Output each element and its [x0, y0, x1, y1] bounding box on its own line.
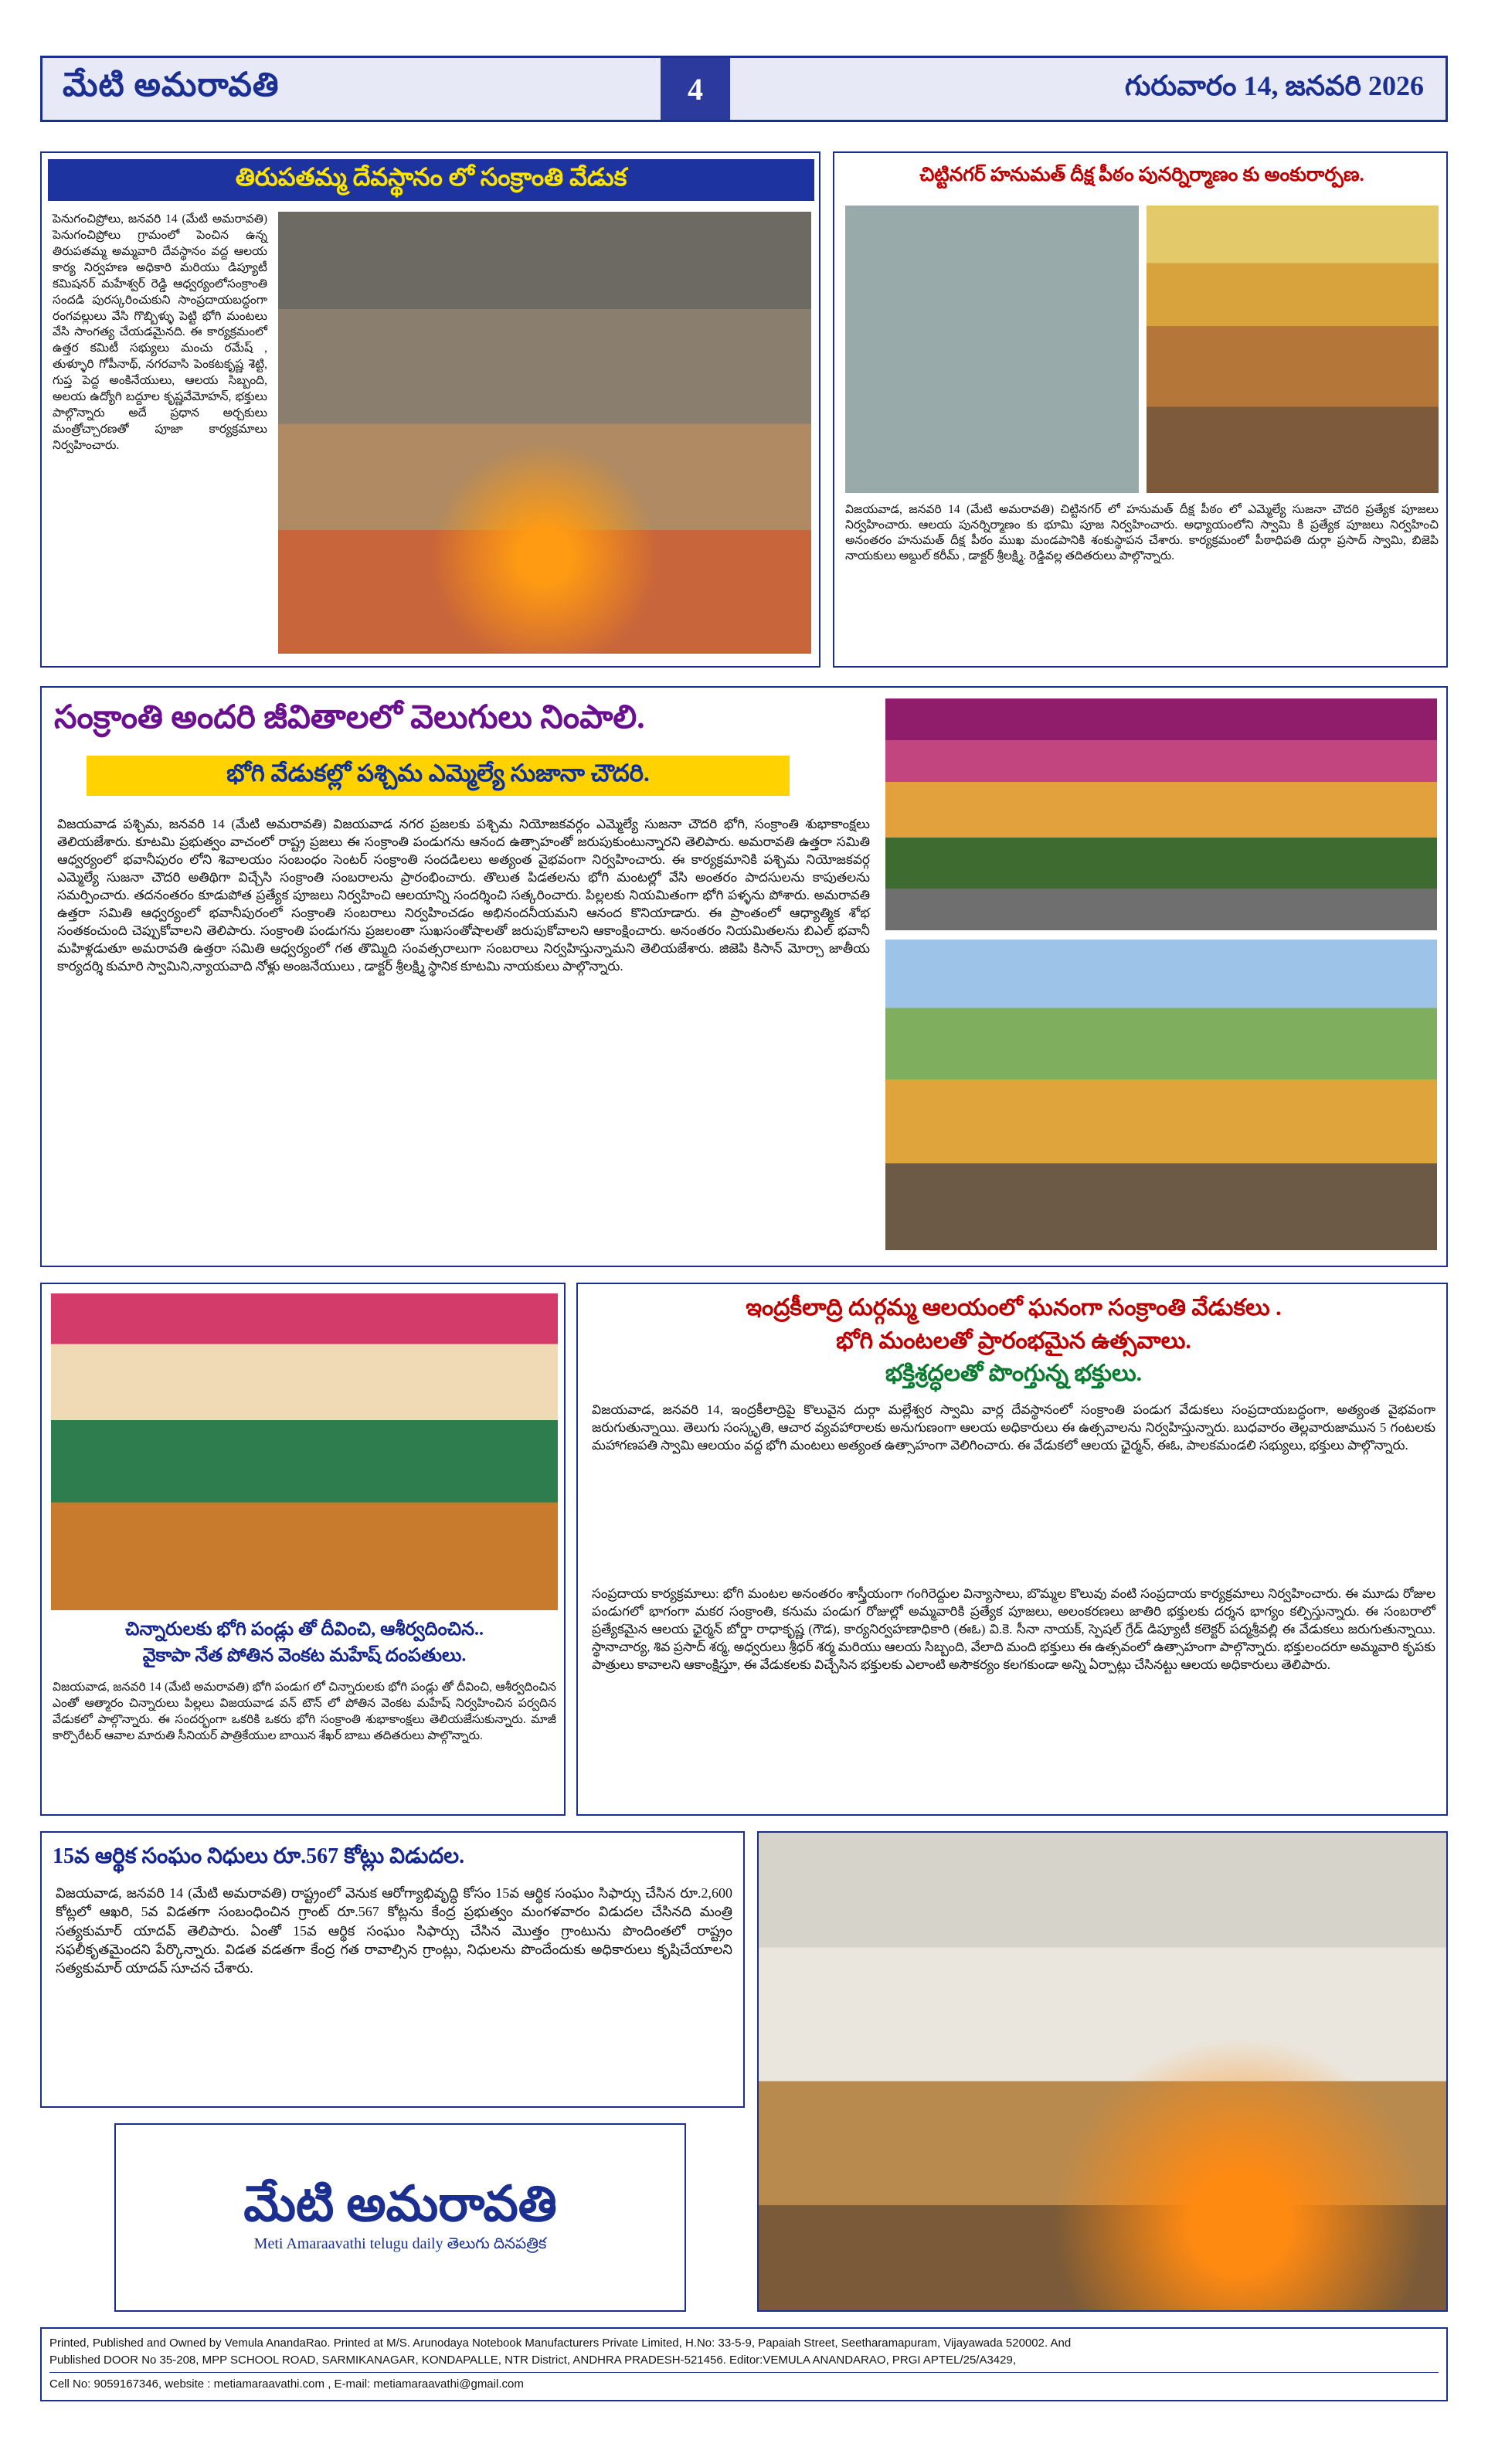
article4-body: విజయవాడ, జనవరి 14 (మేటి అమరావతి) భోగి పండుగ లో చిన్నారులకు భోగి పండ్లు తో దీవించి, ఆశీర్వదించిన ఎంతో ఆత్మారం చిన్నారులు పిల్లలు విజయవాడ వన్ టౌన్ లో పోతిన వెంకట మహేష్ నిర్వహించిన పర్వదిన వేడుకలో పాల్గొన్నారు. ఈ సందర్భంగా ఒకరికి ఒకరు భోగి సంక్రాంతి శుభాకాంక్షలు తెలియజేసుకున్నారు. మాజీ కార్పొరేటర్ ఆవాల మారుతి సీనియర్ పాత్రికేయుల బాయిన శేఖర్ బాబు తదితరులు పాల్గొన్నారు. — [53, 1681, 556, 1742]
masthead — [40, 56, 1448, 122]
article5-body-2: సంప్రదాయ కార్యక్రమాలు: భోగి మంటల అనంతరం శాస్త్రీయంగా గంగిరెద్దుల విన్యాసాలు, బొమ్మల కొలువు వంటి సంప్రదాయ కార్యక్రమాలు నిర్వహించారు. ఈ మూడు రోజుల పండుగలో భాగంగా మకర సంక్రాంతి, కనుమ పండుగ రోజుల్లో అమ్మవారికి ప్రత్యేక పూజలు, అలంకరణలు జాతిరి భక్తులకు దర్శన భాగ్యం కల్పిస్తున్నారు. ఈ సంబరాలో ప్రత్యేకమైన ఆలయ ఛైర్మన్ బోర్డా రాధాకృష్ణ (గౌడ), కార్యనిర్వహణాధికారి (ఈఓ) వి.కె. సీనా నాయక్, స్పెషల్ గ్రేడ్ డిప్యూటీ కలెక్టర్ పద్మశ్రీవల్లి ఈ వేడుకలు జరుగుతున్నాయి. స్థానాచార్య, శివ ప్రసాద్ శర్మ, అధ్వరులు శ్రీధర్ శర్మ మరియు ఆలయ సిబ్బంది, వేలాది మంది భక్తులు ఈ ఉత్సవంలో ఉత్సాహంగా పాల్గొన్నారు. భక్తులందరూ అమ్మవారి కృపకు పాత్రులు కావాలని ఆకాంక్షిస్తూ, ఈ వేడుకలకు విచ్చేసిన భక్తులకు ఎలాంటి అసౌకర్యం కలగకుండా అన్ని ఏర్పాట్లు చేసినట్టు ఆలయ అధికారులు తెలిపారు. — [592, 1586, 1435, 1672]
article1-body: పెనుగంచిప్రోలు, జనవరి 14 (మేటి అమరావతి) పెనుగంచిప్రోలు గ్రామంలో పెంచిన ఉన్న తిరుపతమ్మ అమ్మవారి దేవస్థానం వద్ద ఆలయ కార్య నిర్వహణ అధికారి మరియు డిప్యూటీ కమిషనర్ మహేశ్వర్ రెడ్డి ఆధ్వర్యంలోసంక్రాంతి సందడి పురస్కరించుకుని సాంప్రదాయబద్ధంగా రంగవల్లులు వేసి గొబ్బిళ్ళు పెట్టి భోగి మంటలు వేసి సాంగత్య చేయడమైనది. ఈ కార్యక్రమంలో ఉత్తర కమిటీ సభ్యులు మంచు రమేష్ , తుళ్ళూరి గోపీనాథ్, నగరవాసి పెంకటకృష్ణ శెట్టి, గుప్త పెద్ద అంకినేయులు, ఆలయ సిబ్బంది, అలయ ఉద్యోగి బద్దూల కృష్ణవేమోహన్, భక్తులు పాల్గొన్నారు అదే ప్రధాన అర్చకులు మంత్రోచ్చారణతో పూజా కార్యక్రమాలు నిర్వహించారు. — [53, 212, 267, 452]
article6-body: విజయవాడ, జనవరి 14 (మేటి అమరావతి) రాష్ట్రంలో వెనుక ఆరోగ్యాభివృద్ధి కోసం 15వ ఆర్థిక సంఘం సిఫార్సు చేసిన రూ.2,600 కోట్లలో ఆఖరి, 5వ విడతగా సంబంధించిన గ్రాంట్ రూ.567 కోట్లను కేంద్ర ప్రభుత్వం మంగళవారం విడుదల చేసినది మంత్రి సత్యకుమార్ యాదవ్ తెలిపారు. ఏంతో 15వ ఆర్థిక సంఘం సిఫార్సు చేసిన మొత్తం గ్రాంటును పొందింతలో రాష్ట్రం సఫలీకృతమైందని పేర్కొన్నారు. విడత వడతగా కేంద్ర గత రావాల్సిన గ్రాంట్లు, నిధులను పొందేందుకు అధికారులు కృషిచేయాలని సత్యకుమార్ యాదవ్ సూచన చేశారు. — [56, 1885, 732, 1976]
article4-caption-line2: వైకాపా నేత పోతిన వెంకట మహేష్ దంపతులు. — [142, 1645, 467, 1666]
article3-photo-top — [885, 698, 1437, 930]
masthead-logo: మేటి అమరావతి — [63, 66, 280, 104]
article4-photo — [51, 1293, 558, 1610]
article3-body: విజయవాడ పశ్చిమ, జనవరి 14 (మేటి అమరావతి) విజయవాడ నగర ప్రజలకు పశ్చిమ నియోజకవర్గం ఎమ్మెల్యే సుజనా చౌదరి భోగి, సంక్రాంతి శుభాకాంక్షలు తెలియజేశారు. కూటమి ప్రభుత్వం వాచంలో రాష్ట్ర ప్రజలు ఈ సంక్రాంతి పండుగను ఆనంద ఉత్సాహంతో జరుపుకుంటున్నారని తెలిపారు. అమరావతి ఉత్తరా సమితి ఆధ్వర్యంలో భవానీపురం లోని శివాలయం సంబంధం సెంటర్ సంక్రాంతి సందడిలలు అత్యంత వైభవంగా నిర్వహించారు. ఈ కార్యక్రమానికి పశ్చిమ నియోజకవర్గ ఎమ్మెల్యే సుజనా చౌదరి అతిథిగా విచ్చేసి సంక్రాంతి సంబరాలను ప్రారంభించారు. తొలుత పిడతలను భోగి మంటల్లో వేసి అంతరం పాదసులను కాపుతలను సమర్పించారు. తదనంతరం కూడుపోత ప్రత్యేక పూజలు నిర్వహించి ఆలయాన్ని సందర్శించి సత్కరించారు. పిల్లలకు నియమితంగా భోగి పళ్ళను పోశారు. అమరావతి ఉత్తరా సమితి ఆధ్వర్యంలో భవానీపురంలో సంక్రాంతి సంబరాలు నిర్వహించడం అభినందనీయమని ఆనంద కొనియాడారు. ఈ ప్రాంతంలో ఆధ్యాత్మిక శోభ సంతకంచుంది చెప్పుకోవాలని తెలిపారు. సంక్రాంతి పండుగను ప్రజలంతా సుఖసంతోషాలతో జరుపుకోవాలని ఆకాంక్షించారు. అనంతరం నియమితలను బిఎల్ భవానీ మహిళ్లడుతూ అమరావతి ఉత్తరా సమితి ఆధ్వర్యంలో గత తొమ్మిది సంవత్సరాలుగా సంబరాలు నిర్వహిస్తున్నామని తెలియజేశారు. జిజెపి కిసాన్ మోర్చా జాతీయ కార్యదర్శి కుమారి స్వామిని,న్యాయవాది నోళ్లు అంజనేయులు , డాక్టర్ శ్రీలక్ష్మి స్థానిక కూటమి నాయకులు పాల్గొన్నారు. — [57, 817, 870, 974]
article6-headline: 15వ ఆర్థిక సంఘం నిధులు రూ.567 కోట్లు విడుదల. — [53, 1844, 465, 1868]
article2-photo-left — [845, 206, 1139, 493]
article3-headline-1: సంక్రాంతి అందరి జీవితాలలో వెలుగులు నింపాలి. — [54, 700, 645, 736]
footer-imprint — [40, 2327, 1448, 2401]
article2-photo-right — [1147, 206, 1439, 493]
article4-caption-line1: చిన్నారులకు భోగి పండ్లు తో దీవించి, ఆశీర్వదించిన.. — [124, 1619, 484, 1640]
article3-headline-2: భోగి వేడుకల్లో పశ్చిమ ఎమ్మెల్యే సుజానా చౌదరి. — [87, 756, 790, 796]
footer-logo-block — [114, 2123, 686, 2312]
article1-photo — [278, 212, 811, 654]
article3-photo-bottom — [885, 940, 1437, 1250]
footer-logo-subtitle: Meti Amaraavathi telugu daily తెలుగు దినపత్రిక — [253, 2235, 547, 2252]
masthead-date: గురువారం 14, జనవరి 2026 — [1124, 70, 1424, 101]
page-number: 4 — [661, 58, 730, 120]
article-finance-commission — [40, 1831, 745, 2108]
article1-headline: తిరుపతమ్మ దేవస్థానం లో సంక్రాంతి వేడుక — [48, 159, 814, 201]
bottom-photo-box — [757, 1831, 1448, 2312]
footer-logo-title: మేటి అమరావతి — [243, 2176, 557, 2231]
article5-headline-3: భక్తిశ్రద్ధలతో పొంగ్తున్న భక్తులు. — [885, 1360, 1143, 1386]
article5-headline-1: ఇంద్రకీలాద్రి దుర్గమ్మ ఆలయంలో ఘనంగా సంక్రాంతి వేడుకలు . — [746, 1294, 1282, 1320]
footer-line-3: Cell No: 9059167346, website : metiamaraavathi.com , E-mail: metiamaraavathi@gmail.com — [49, 2372, 1439, 2393]
footer-line-2: Published DOOR No 35-208, MPP SCHOOL ROAD, SARMIKANAGAR, KONDAPALLE, NTR District, ANDHRA PRADESH-521456. Editor:VEMULA ANANDARAO, PRGI APTEL/25/A3429, — [49, 2353, 1016, 2367]
article-bhogi-pandlu — [40, 1283, 566, 1816]
article5-headline-2: భోగి మంటలతో ప్రారంభమైన ఉత్సవాలు. — [836, 1327, 1191, 1354]
article-sankranti-lights — [40, 686, 1448, 1267]
article-chittinagar — [833, 151, 1448, 668]
article5-body-1: విజయవాడ, జనవరి 14, ఇంద్రకీలాద్రిపై కొలువైన దుర్గా మల్లేశ్వర స్వామి వార్ల దేవస్థానంలో సంక్రాంతి పండుగ వేడుకలు సంప్రదాయబద్ధంగా, అత్యంత వైభవంగా జరుగుతున్నాయి. తెలుగు సంస్కృతి, ఆచార వ్యవహారాలకు అనుగుణంగా ఆలయ అధికారులు ఈ ఉత్సవాలను నిర్వహిస్తున్నారు. బుధవారం తెల్లవారుజామున 5 గంటలకు మహాగణపతి స్వామి ఆలయం వద్ద భోగి మంటలు అత్యంత ఉత్సాహంగా వెలిగించారు. ఈ వేడుకలో ఆలయ ఛైర్మన్, ఈఓ, పాలకమండలి సభ్యులు, భక్తులు పాల్గొన్నారు. — [592, 1402, 1435, 1453]
footer-line-1: Printed, Published and Owned by Vemula AnandaRao. Printed at M/S. Arunodaya Notebook Manufacturers Private Limited, H.No: 33-5-9, Papaiah Street, Seetharamapuram, Vijayawada 520002. And — [49, 2337, 1072, 2350]
article2-caption: విజయవాడ, జనవరి 14 (మేటి అమరావతి) చిట్టినగర్ లో హనుమత్ దీక్ష పీఠం లో ఎమ్మెల్యే సుజనా చౌదరి ప్రత్యేక పూజలు నిర్వహించారు. ఆలయ పునర్నిర్మాణం కు భూమి పూజ నిర్వహించారు. అధ్యాయంలోని స్వామి కి ప్రత్యేక పూజలు నిర్వహించి అనంతరం హనుమత్ దీక్ష పీఠం ముఖ మండపానికి శంకుస్థాపన చేశారు. కార్యక్రమంలో పీఠాధిపతి దుర్గా ప్రసాద్ స్వామి, బిజెపి నాయకులు అబ్దుల్ కరీమ్ , డాక్టర్ శ్రీలక్ష్మి. రెడ్డివల్ల తదితరులు పాల్గొన్నారు. — [845, 503, 1439, 563]
bottom-photo — [759, 1833, 1446, 2310]
article2-headline: చిట్టినగర్ హనుమత్ దీక్ష పీఠం పునర్నిర్మాణం కు అంకురార్పణ. — [919, 165, 1364, 185]
article-tirupatamma — [40, 151, 820, 668]
article-indrakeeladri — [576, 1283, 1448, 1816]
